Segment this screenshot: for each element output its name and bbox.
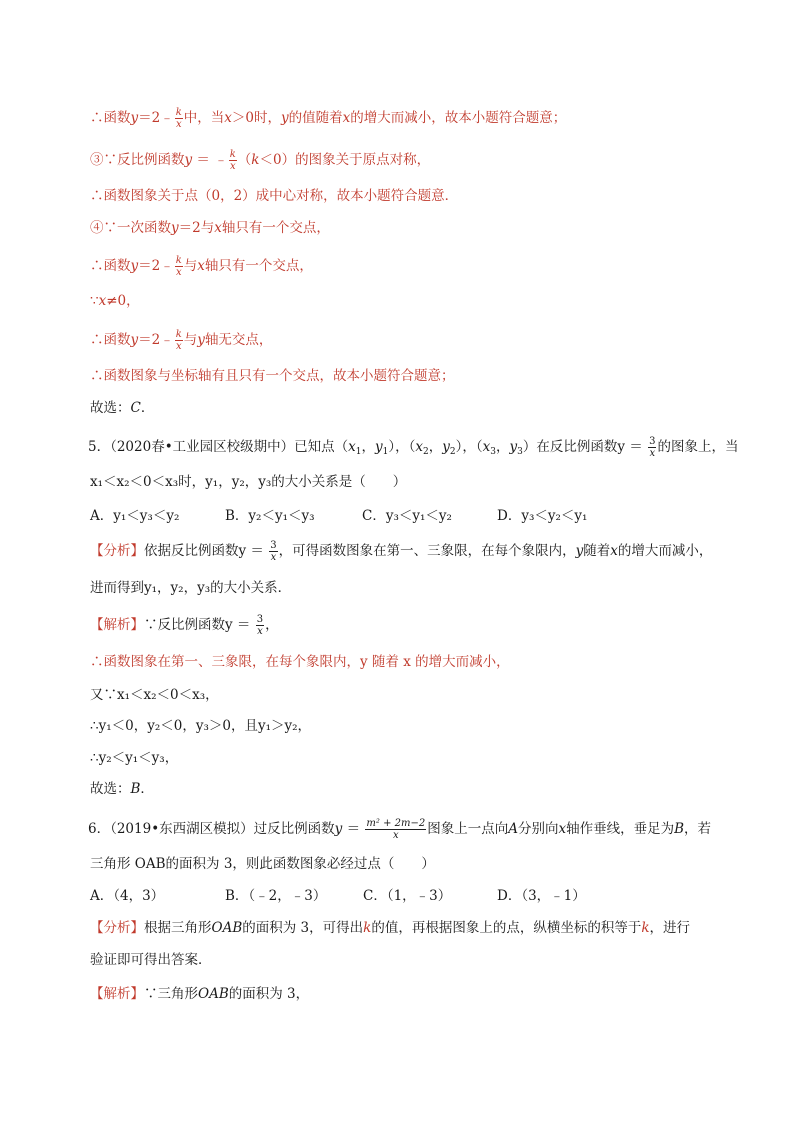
text: ③∵反比例函数 bbox=[90, 152, 185, 168]
var: x bbox=[348, 439, 356, 455]
text: 轴只有一个交点， bbox=[221, 220, 330, 236]
var: x bbox=[558, 821, 567, 837]
q5-stem-line1 bbox=[88, 436, 738, 459]
text: 的值，再根据图象上的点，纵横坐标的积等于 bbox=[371, 920, 642, 936]
text: ， bbox=[361, 439, 376, 455]
text: ＞0时， bbox=[231, 110, 282, 126]
q5-answer bbox=[90, 779, 154, 799]
solution-tag: 【解析】 bbox=[90, 617, 144, 633]
text: ＝2与 bbox=[178, 220, 215, 236]
text: 6．（2019•东西湖区模拟）过反比例函数 bbox=[88, 821, 335, 837]
fraction-denominator: x bbox=[365, 829, 426, 841]
text: 轴只有一个交点， bbox=[204, 258, 313, 274]
text: ∵ bbox=[90, 293, 99, 309]
subscript: 3 bbox=[517, 447, 523, 457]
text: 依据反比例函数y ＝ bbox=[144, 543, 269, 559]
fraction-numerator: k bbox=[175, 255, 182, 266]
text: ＝2﹣ bbox=[138, 258, 174, 274]
var: A bbox=[508, 821, 518, 837]
q6-analysis-line1 bbox=[90, 918, 690, 938]
q6-option-a[interactable]: A．（4，3） bbox=[90, 888, 165, 904]
fraction-denominator: x bbox=[229, 161, 236, 172]
text: ＝ bbox=[192, 152, 215, 168]
analysis-tag: 【分析】 bbox=[90, 543, 144, 559]
q6-stem-line2: 三角形 OAB的面积为 3，则此函数图象必经过点（ ） bbox=[90, 856, 435, 872]
solution-tag: 【解析】 bbox=[90, 986, 144, 1002]
text: 中，当 bbox=[183, 110, 225, 126]
text: ④∵一次函数 bbox=[90, 220, 171, 236]
var: y bbox=[130, 332, 139, 348]
fraction-numerator: 3 bbox=[649, 436, 656, 447]
text: 的图象上，当 bbox=[657, 439, 739, 455]
text: 的增大而减小， bbox=[617, 543, 713, 559]
sol4-line2 bbox=[90, 149, 430, 172]
text: ＝ bbox=[342, 821, 365, 837]
fraction-denominator: x bbox=[175, 119, 182, 130]
text: ，若 bbox=[684, 821, 712, 837]
var: y bbox=[509, 439, 518, 455]
text: ， bbox=[496, 439, 510, 455]
minus-sign: ﹣ bbox=[214, 152, 228, 168]
var: x bbox=[197, 258, 205, 274]
text: 根据三角形 bbox=[144, 920, 212, 936]
fraction-numerator: k bbox=[175, 329, 182, 340]
q6-solution-line1 bbox=[90, 984, 309, 1004]
text: ≠0， bbox=[106, 293, 140, 309]
var: OAB bbox=[211, 920, 243, 936]
q5-option-c[interactable]: C．y₃＜y₁＜y₂ bbox=[362, 508, 452, 524]
var: y bbox=[442, 439, 450, 455]
subscript: 2 bbox=[423, 447, 429, 457]
subscript: 3 bbox=[490, 447, 496, 457]
fraction bbox=[175, 329, 183, 352]
q5-solution-line3: 又∵x₁＜x₂＜0＜x₃， bbox=[90, 687, 219, 703]
var: y bbox=[281, 110, 289, 126]
text: ），（ bbox=[455, 439, 483, 455]
q6-stem-line1 bbox=[88, 818, 711, 841]
q6-option-b[interactable]: B．（﹣2，﹣3） bbox=[225, 888, 327, 904]
fraction bbox=[269, 540, 277, 563]
text: 轴作垂线，垂足为 bbox=[566, 821, 675, 837]
text: ＜0）的图象关于原点对称， bbox=[259, 152, 431, 168]
q5-option-b[interactable]: B．y₂＜y₁＜y₃ bbox=[225, 508, 315, 524]
text: ＝2﹣ bbox=[138, 332, 174, 348]
var: OAB bbox=[198, 986, 229, 1002]
q6-option-d[interactable]: D．（3，﹣1） bbox=[497, 888, 586, 904]
fraction-denominator: x bbox=[270, 552, 277, 563]
sol4-line6 bbox=[90, 291, 140, 311]
text: ，可得函数图象在第一、三象限，在每个象限内， bbox=[278, 543, 576, 559]
text: ． bbox=[140, 781, 154, 797]
sol4-line8: ∴函数图象与坐标轴有且只有一个交点，故本小题符合题意； bbox=[90, 368, 455, 384]
sol4-line7 bbox=[90, 329, 272, 352]
text: ∴函数 bbox=[90, 332, 131, 348]
var: k bbox=[641, 920, 650, 936]
fraction-denominator: x bbox=[257, 626, 263, 637]
sol4-line4 bbox=[90, 218, 330, 238]
subscript: 1 bbox=[355, 447, 362, 457]
var: x bbox=[415, 439, 424, 455]
answer-letter: C bbox=[130, 400, 141, 416]
var: x bbox=[224, 110, 232, 126]
answer-letter: B bbox=[130, 781, 141, 797]
fraction-numerator: k bbox=[229, 149, 236, 160]
fraction bbox=[175, 255, 183, 278]
text: ． bbox=[140, 400, 155, 416]
var: x bbox=[610, 543, 618, 559]
var: y bbox=[197, 332, 205, 348]
q5-solution-line1 bbox=[90, 614, 279, 637]
sol4-line1 bbox=[90, 107, 566, 130]
var: k bbox=[251, 152, 260, 168]
var: k bbox=[363, 920, 372, 936]
sol4-line3: ∴函数图象关于点（0，2）成中心对称，故本小题符合题意． bbox=[90, 188, 459, 204]
q5-option-a[interactable]: A．y₁＜y₃＜y₂ bbox=[90, 508, 180, 524]
sol4-answer bbox=[90, 398, 154, 418]
subscript: 1 bbox=[382, 447, 389, 457]
q5-option-d[interactable]: D．y₃＜y₂＜y₁ bbox=[497, 508, 588, 524]
q5-analysis-line1 bbox=[90, 540, 712, 563]
var: x bbox=[482, 439, 491, 455]
q6-option-c[interactable]: C．（1，﹣3） bbox=[363, 888, 452, 904]
fraction-numerator: 3 bbox=[256, 614, 264, 625]
analysis-tag: 【分析】 bbox=[90, 920, 144, 936]
text: ， bbox=[428, 439, 443, 455]
text: 5．（2020春•工业园区校级期中）已知点（ bbox=[88, 439, 349, 455]
q5-stem-line2: x₁＜x₂＜0＜x₃时，y₁，y₂，y₃的大小关系是（ ） bbox=[90, 474, 407, 490]
text: 故选： bbox=[90, 781, 131, 797]
var: y bbox=[171, 220, 179, 236]
q5-solution-line4: ∴y₁＜0，y₂＜0，y₃＞0，且y₁＞y₂， bbox=[90, 718, 312, 734]
var: y bbox=[575, 543, 584, 559]
text: 轴无交点， bbox=[204, 332, 273, 348]
text: ，进行 bbox=[649, 920, 691, 936]
var: B bbox=[674, 821, 685, 837]
var: y bbox=[130, 110, 139, 126]
fraction-numerator: k bbox=[175, 107, 182, 118]
var: y bbox=[130, 258, 139, 274]
text: 分别向 bbox=[517, 821, 559, 837]
text: ∴函数 bbox=[90, 258, 131, 274]
text: 的面积为 3， bbox=[228, 986, 310, 1002]
text: ），（ bbox=[388, 439, 416, 455]
fraction bbox=[256, 614, 264, 637]
text: 故选： bbox=[90, 400, 131, 416]
text: ∴函数 bbox=[90, 110, 131, 126]
fraction-denominator: x bbox=[175, 341, 182, 352]
fraction-denominator: x bbox=[175, 267, 182, 278]
text: 的值随着 bbox=[288, 110, 343, 126]
text: ）在反比例函数y ＝ bbox=[522, 439, 648, 455]
fraction bbox=[648, 436, 656, 459]
subscript: 2 bbox=[449, 447, 456, 457]
text: 图象上一点向 bbox=[427, 821, 509, 837]
text: ∵反比例函数y ＝ bbox=[144, 617, 255, 633]
q5-analysis-line2: 进而得到y₁，y₂，y₃的大小关系． bbox=[90, 580, 292, 596]
fraction bbox=[229, 149, 237, 172]
fraction bbox=[365, 818, 426, 841]
var: y bbox=[184, 152, 193, 168]
q5-solution-line2: ∴函数图象在第一、三象限，在每个象限内，y 随着 x 的增大而减小， bbox=[90, 654, 510, 670]
text: ＝2﹣ bbox=[138, 110, 174, 126]
text: 与 bbox=[183, 332, 198, 348]
fraction-denominator: x bbox=[649, 448, 656, 459]
text: 的面积为 3，可得出 bbox=[242, 920, 364, 936]
text: ∵三角形 bbox=[144, 986, 198, 1002]
var: x bbox=[214, 220, 222, 236]
text: 的增大而减小，故本小题符合题意； bbox=[350, 110, 567, 126]
text: ， bbox=[265, 617, 279, 633]
fraction bbox=[175, 107, 183, 130]
var: x bbox=[342, 110, 351, 126]
fraction-numerator: m² + 2m−2 bbox=[366, 818, 426, 829]
text: 随着 bbox=[583, 543, 611, 559]
q5-solution-line5: ∴y₂＜y₁＜y₃， bbox=[90, 750, 179, 766]
text: （ bbox=[237, 152, 252, 168]
text: 与 bbox=[183, 258, 198, 274]
q6-analysis-line2: 验证即可得出答案． bbox=[90, 952, 212, 968]
fraction-numerator: 3 bbox=[270, 540, 277, 551]
var: x bbox=[98, 293, 107, 309]
var: y bbox=[375, 439, 383, 455]
sol4-line5 bbox=[90, 255, 313, 278]
var: y bbox=[334, 821, 343, 837]
